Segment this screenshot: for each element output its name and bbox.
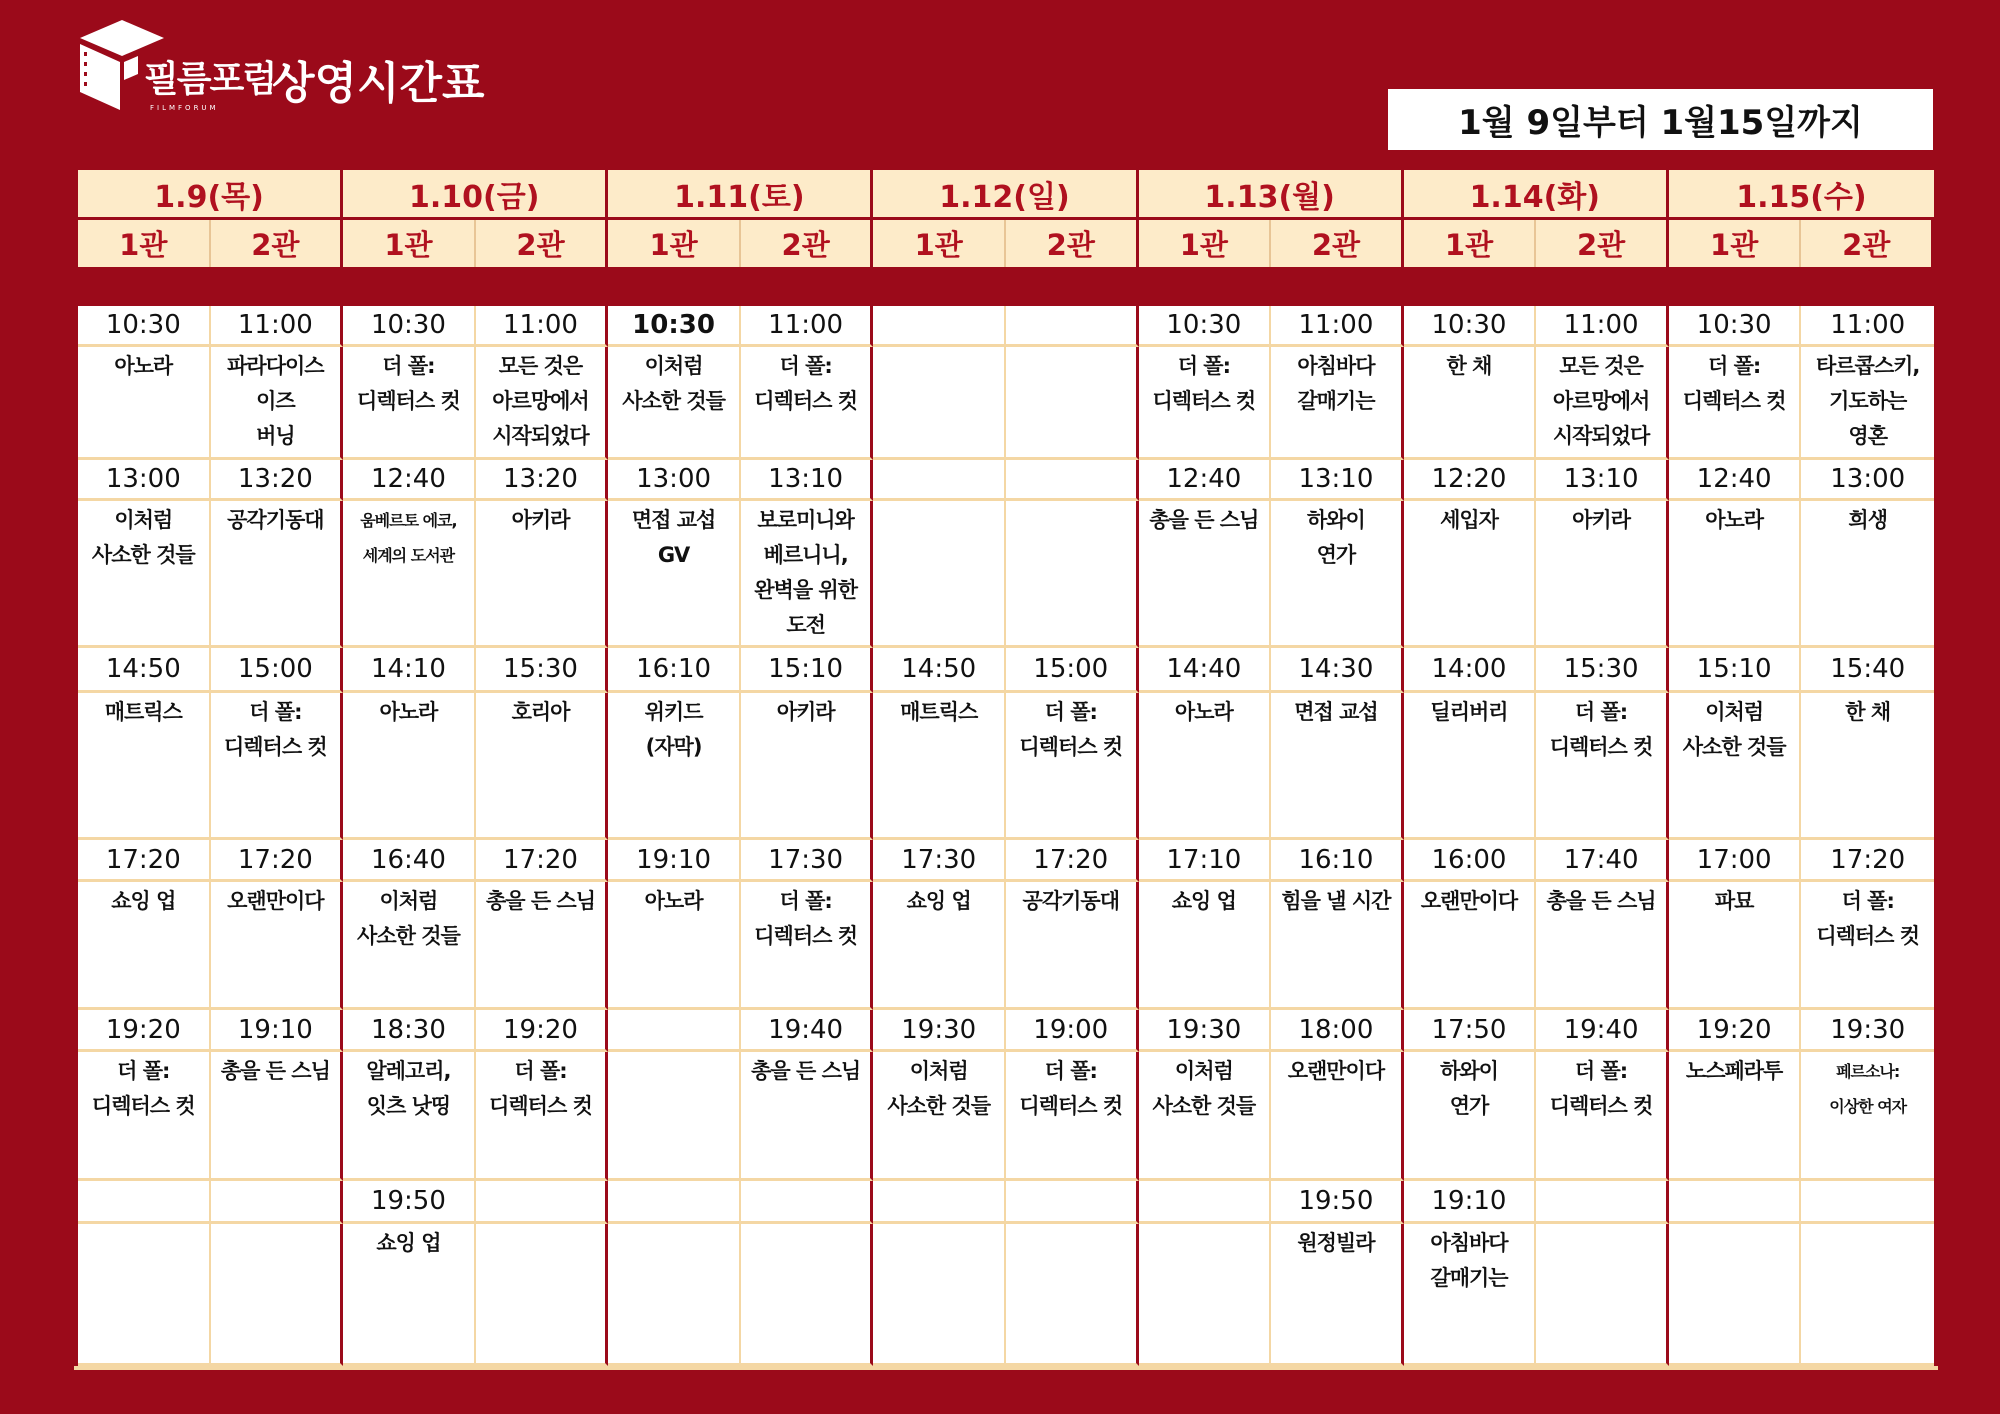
film-title-cell: 총을 든 스님 xyxy=(741,1052,874,1181)
film-title-cell: 호리아 xyxy=(476,693,609,840)
showtime-cell xyxy=(741,1181,874,1224)
showtime-cell: 19:10 xyxy=(608,840,741,882)
showtime-cell: 10:30 xyxy=(608,306,741,347)
showtime-cell: 15:30 xyxy=(1536,648,1669,693)
showtime-cell: 17:20 xyxy=(1801,840,1934,882)
showtime-cell: 19:20 xyxy=(1669,1010,1802,1052)
logo-wordmark: 필름포럼 xyxy=(144,59,276,100)
bottom-border xyxy=(74,1366,1938,1370)
showtime-cell: 14:30 xyxy=(1271,648,1404,693)
showtime-cell: 14:50 xyxy=(873,648,1006,693)
film-title-cell: 파라다이스 이즈 버닝 xyxy=(211,347,344,460)
film-title-cell: 세입자 xyxy=(1404,501,1537,648)
showtime-cell xyxy=(211,1181,344,1224)
showtime-cell xyxy=(1006,460,1139,501)
hall-header: 1관 xyxy=(343,220,476,267)
film-title-cell: 아키라 xyxy=(476,501,609,648)
showtime-cell: 10:30 xyxy=(1404,306,1537,347)
film-title-cell: 더 폴: 디렉터스 컷 xyxy=(741,347,874,460)
film-title-cell: 아침바다 갈매기는 xyxy=(1404,1224,1537,1366)
hall-header: 2관 xyxy=(1536,220,1669,267)
film-title-cell: 희생 xyxy=(1801,501,1934,648)
showtime-cell: 14:00 xyxy=(1404,648,1537,693)
film-title-cell: 더 폴: 디렉터스 컷 xyxy=(78,1052,211,1181)
page-title: 상영시간표 xyxy=(272,58,485,109)
showtime-cell: 10:30 xyxy=(1669,306,1802,347)
film-title-cell: 한 채 xyxy=(1801,693,1934,840)
showtime-cell: 12:20 xyxy=(1404,460,1537,501)
film-title-cell: 힘을 낼 시간 xyxy=(1271,882,1404,1010)
showtime-cell: 16:10 xyxy=(1271,840,1404,882)
showtime-cell: 11:00 xyxy=(211,306,344,347)
showtime-cell: 12:40 xyxy=(1669,460,1802,501)
film-title-cell xyxy=(873,501,1006,648)
showtime-cell: 13:20 xyxy=(211,460,344,501)
film-title-cell: 쇼잉 업 xyxy=(78,882,211,1010)
showtime-cell: 19:40 xyxy=(741,1010,874,1052)
showtime-cell: 19:50 xyxy=(343,1181,476,1224)
showtime-cell: 10:30 xyxy=(343,306,476,347)
showtime-cell xyxy=(1801,1181,1934,1224)
film-title-cell: 더 폴: 디렉터스 컷 xyxy=(1139,347,1272,460)
showtime-cell xyxy=(608,1010,741,1052)
showtime-cell xyxy=(1139,1181,1272,1224)
showtime-cell: 13:10 xyxy=(741,460,874,501)
film-title-cell: 더 폴: 디렉터스 컷 xyxy=(1006,693,1139,840)
film-title-cell: 총을 든 스님 xyxy=(1536,882,1669,1010)
showtime-cell xyxy=(1006,1181,1139,1224)
film-title-cell: 움베르토 에코, 세계의 도서관 xyxy=(343,501,476,648)
film-title-cell: 페르소나: 이상한 여자 xyxy=(1801,1052,1934,1181)
film-title-cell: 이처럼 사소한 것들 xyxy=(873,1052,1006,1181)
hall-header: 2관 xyxy=(1801,220,1934,267)
showtime-cell xyxy=(873,1181,1006,1224)
film-title-cell: 이처럼 사소한 것들 xyxy=(1669,693,1802,840)
day-header: 1.10(금) xyxy=(343,170,608,217)
film-title-cell xyxy=(211,1224,344,1366)
film-title-cell: 이처럼 사소한 것들 xyxy=(1139,1052,1272,1181)
showtime-cell: 17:50 xyxy=(1404,1010,1537,1052)
film-title-cell: 총을 든 스님 xyxy=(1139,501,1272,648)
film-title-cell xyxy=(1139,1224,1272,1366)
film-title-cell: 더 폴: 디렉터스 컷 xyxy=(476,1052,609,1181)
film-title-cell: 총을 든 스님 xyxy=(476,882,609,1010)
film-title-cell: 한 채 xyxy=(1404,347,1537,460)
film-title-cell: 노스페라투 xyxy=(1669,1052,1802,1181)
film-title-cell: 아키라 xyxy=(1536,501,1669,648)
showtime-cell: 17:30 xyxy=(741,840,874,882)
film-title-cell: 위키드 (자막) xyxy=(608,693,741,840)
showtime-cell: 17:20 xyxy=(1006,840,1139,882)
showtime-cell: 15:00 xyxy=(1006,648,1139,693)
showtime-cell: 13:00 xyxy=(78,460,211,501)
showtime-cell xyxy=(1669,1181,1802,1224)
hall-header: 1관 xyxy=(1139,220,1272,267)
film-title-cell: 더 폴: 디렉터스 컷 xyxy=(1536,1052,1669,1181)
showtime-cell: 19:30 xyxy=(1139,1010,1272,1052)
showtime-cell: 15:10 xyxy=(1669,648,1802,693)
showtime-cell: 11:00 xyxy=(741,306,874,347)
showtime-cell: 15:00 xyxy=(211,648,344,693)
showtime-cell: 17:10 xyxy=(1139,840,1272,882)
film-title-cell xyxy=(741,1224,874,1366)
film-title-cell: 아침바다 갈매기는 xyxy=(1271,347,1404,460)
film-title-cell: 알레고리, 잇츠 낫띵 xyxy=(343,1052,476,1181)
film-title-cell xyxy=(873,347,1006,460)
hall-header-row xyxy=(78,220,1934,267)
showtime-cell: 17:30 xyxy=(873,840,1006,882)
showtime-cell: 17:20 xyxy=(476,840,609,882)
film-title-cell: 더 폴: 디렉터스 컷 xyxy=(1801,882,1934,1010)
film-title-cell: 매트릭스 xyxy=(78,693,211,840)
film-title-cell: 쇼잉 업 xyxy=(873,882,1006,1010)
schedule-grid xyxy=(78,306,1934,1366)
showtime-cell xyxy=(1006,306,1139,347)
film-title-cell: 더 폴: 디렉터스 컷 xyxy=(343,347,476,460)
day-header: 1.12(일) xyxy=(873,170,1138,217)
film-title-cell: 하와이 연가 xyxy=(1404,1052,1537,1181)
showtime-cell: 10:30 xyxy=(78,306,211,347)
film-title-cell xyxy=(1006,1224,1139,1366)
showtime-cell: 14:50 xyxy=(78,648,211,693)
film-title-cell xyxy=(608,1052,741,1181)
film-title-cell: 아노라 xyxy=(1139,693,1272,840)
showtime-cell: 19:20 xyxy=(476,1010,609,1052)
showtime-cell: 19:00 xyxy=(1006,1010,1139,1052)
film-title-cell: 아노라 xyxy=(608,882,741,1010)
film-title-cell: 보로미니와 베르니니, 완벽을 위한 도전 xyxy=(741,501,874,648)
showtime-cell: 13:00 xyxy=(1801,460,1934,501)
showtime-cell: 17:40 xyxy=(1536,840,1669,882)
film-title-cell: 아노라 xyxy=(1669,501,1802,648)
showtime-cell: 19:30 xyxy=(873,1010,1006,1052)
film-title-cell xyxy=(1669,1224,1802,1366)
showtime-cell: 11:00 xyxy=(476,306,609,347)
film-title-cell xyxy=(873,1224,1006,1366)
showtime-cell: 10:30 xyxy=(1139,306,1272,347)
film-title-cell: 모든 것은 아르망에서 시작되었다 xyxy=(1536,347,1669,460)
film-title-cell: 모든 것은 아르망에서 시작되었다 xyxy=(476,347,609,460)
film-title-cell: 하와이 연가 xyxy=(1271,501,1404,648)
day-header: 1.9(목) xyxy=(78,170,343,217)
day-header-row xyxy=(78,170,1934,217)
film-title-cell: 아노라 xyxy=(78,347,211,460)
film-title-cell: 이처럼 사소한 것들 xyxy=(343,882,476,1010)
film-title-cell: 오랜만이다 xyxy=(211,882,344,1010)
film-title-cell: 타르콥스키, 기도하는 영혼 xyxy=(1801,347,1934,460)
film-title-cell: 더 폴: 디렉터스 컷 xyxy=(211,693,344,840)
film-title-cell: 매트릭스 xyxy=(873,693,1006,840)
showtime-cell xyxy=(78,1181,211,1224)
showtime-cell: 15:30 xyxy=(476,648,609,693)
day-header: 1.15(수) xyxy=(1669,170,1934,217)
showtime-cell xyxy=(873,460,1006,501)
showtime-cell: 13:10 xyxy=(1271,460,1404,501)
showtime-cell: 13:20 xyxy=(476,460,609,501)
film-title-cell: 이처럼 사소한 것들 xyxy=(78,501,211,648)
showtime-cell xyxy=(1536,1181,1669,1224)
showtime-cell: 11:00 xyxy=(1801,306,1934,347)
showtime-cell: 12:40 xyxy=(343,460,476,501)
showtime-cell: 17:20 xyxy=(78,840,211,882)
film-title-cell: 이처럼 사소한 것들 xyxy=(608,347,741,460)
showtime-cell: 16:40 xyxy=(343,840,476,882)
film-title-cell: 딜리버리 xyxy=(1404,693,1537,840)
logo-subtitle: FILMFORUM xyxy=(150,104,219,112)
hall-header: 1관 xyxy=(1404,220,1537,267)
showtime-cell: 16:10 xyxy=(608,648,741,693)
film-title-cell xyxy=(78,1224,211,1366)
film-title-cell: 쇼잉 업 xyxy=(1139,882,1272,1010)
showtime-cell: 18:00 xyxy=(1271,1010,1404,1052)
day-header: 1.14(화) xyxy=(1404,170,1669,217)
showtime-cell: 19:10 xyxy=(1404,1181,1537,1224)
hall-header: 2관 xyxy=(476,220,609,267)
showtime-cell: 11:00 xyxy=(1271,306,1404,347)
showtime-cell: 19:50 xyxy=(1271,1181,1404,1224)
film-title-cell xyxy=(1006,501,1139,648)
film-title-cell: 아노라 xyxy=(343,693,476,840)
hall-header: 1관 xyxy=(608,220,741,267)
showtime-cell: 12:40 xyxy=(1139,460,1272,501)
showtime-cell: 17:00 xyxy=(1669,840,1802,882)
showtime-cell: 15:10 xyxy=(741,648,874,693)
film-title-cell: 원정빌라 xyxy=(1271,1224,1404,1366)
film-title-cell: 오랜만이다 xyxy=(1404,882,1537,1010)
hall-header: 1관 xyxy=(1669,220,1802,267)
showtime-cell xyxy=(608,1181,741,1224)
day-header: 1.13(월) xyxy=(1139,170,1404,217)
film-title-cell: 면접 교섭 xyxy=(1271,693,1404,840)
film-title-cell: 아키라 xyxy=(741,693,874,840)
showtime-cell: 18:30 xyxy=(343,1010,476,1052)
hall-header: 2관 xyxy=(211,220,344,267)
hall-header: 1관 xyxy=(873,220,1006,267)
showtime-cell: 13:10 xyxy=(1536,460,1669,501)
showtime-cell: 15:40 xyxy=(1801,648,1934,693)
showtime-cell: 19:30 xyxy=(1801,1010,1934,1052)
film-title-cell xyxy=(1006,347,1139,460)
hall-header: 2관 xyxy=(741,220,874,267)
film-title-cell xyxy=(476,1224,609,1366)
film-title-cell: 쇼잉 업 xyxy=(343,1224,476,1366)
film-title-cell: 더 폴: 디렉터스 컷 xyxy=(1669,347,1802,460)
showtime-cell: 17:20 xyxy=(211,840,344,882)
film-title-cell: 총을 든 스님 xyxy=(211,1052,344,1181)
film-title-cell: 더 폴: 디렉터스 컷 xyxy=(1006,1052,1139,1181)
hall-header: 2관 xyxy=(1271,220,1404,267)
showtime-cell: 14:40 xyxy=(1139,648,1272,693)
film-title-cell xyxy=(1801,1224,1934,1366)
showtime-cell: 16:00 xyxy=(1404,840,1537,882)
hall-header: 1관 xyxy=(78,220,211,267)
showtime-cell: 13:00 xyxy=(608,460,741,501)
date-range-badge: 1월 9일부터 1월15일까지 xyxy=(1388,89,1933,150)
showtime-cell: 19:40 xyxy=(1536,1010,1669,1052)
day-header: 1.11(토) xyxy=(608,170,873,217)
showtime-cell: 19:10 xyxy=(211,1010,344,1052)
film-title-cell: 더 폴: 디렉터스 컷 xyxy=(1536,693,1669,840)
hall-header: 2관 xyxy=(1006,220,1139,267)
film-title-cell: 공각기동대 xyxy=(211,501,344,648)
film-title-cell: 파묘 xyxy=(1669,882,1802,1010)
film-title-cell: 더 폴: 디렉터스 컷 xyxy=(741,882,874,1010)
film-title-cell xyxy=(1536,1224,1669,1366)
showtime-cell xyxy=(873,306,1006,347)
film-title-cell xyxy=(608,1224,741,1366)
showtime-cell xyxy=(476,1181,609,1224)
showtime-cell: 11:00 xyxy=(1536,306,1669,347)
showtime-cell: 14:10 xyxy=(343,648,476,693)
film-title-cell: 오랜만이다 xyxy=(1271,1052,1404,1181)
film-title-cell: 면접 교섭 GV xyxy=(608,501,741,648)
showtime-cell: 19:20 xyxy=(78,1010,211,1052)
film-title-cell: 공각기동대 xyxy=(1006,882,1139,1010)
